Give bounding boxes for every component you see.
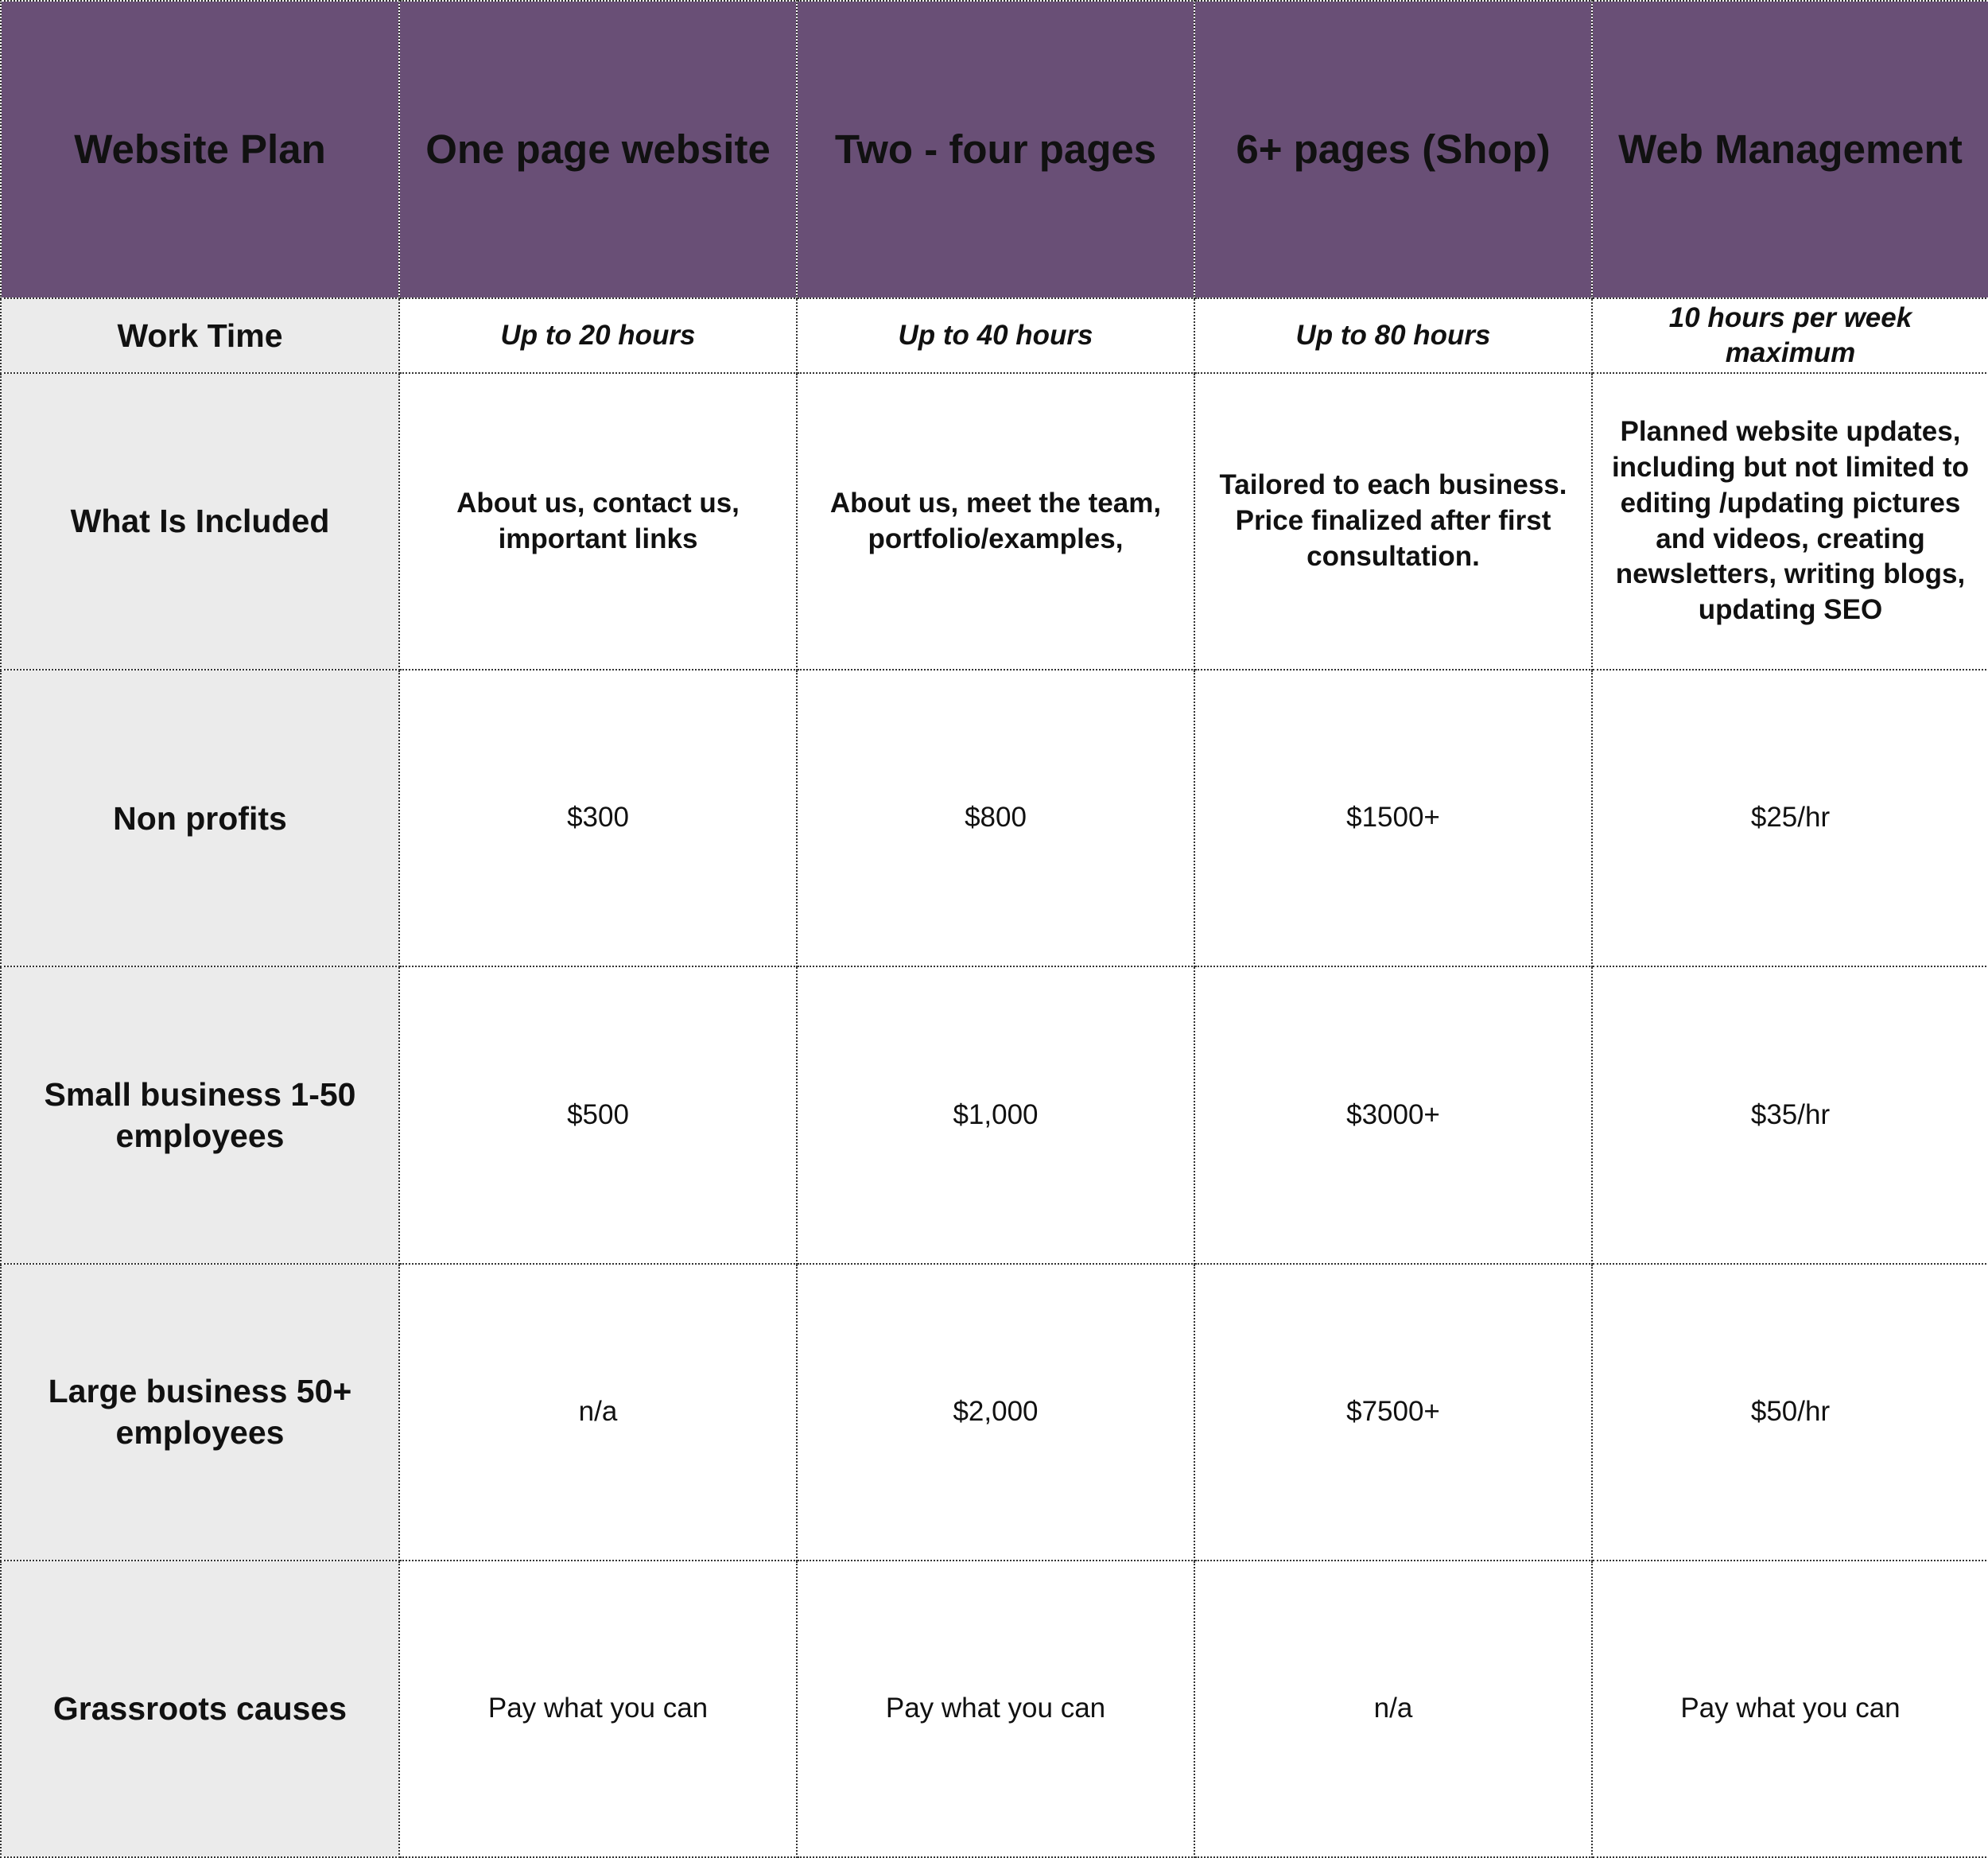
table-cell: Up to 80 hours bbox=[1194, 298, 1592, 373]
table-cell: $7500+ bbox=[1194, 1264, 1592, 1561]
table-cell: 10 hours per week maximum bbox=[1592, 298, 1988, 373]
table-row-what-is-included bbox=[1, 373, 1988, 670]
table-cell: About us, meet the team, portfolio/examples, bbox=[797, 373, 1194, 670]
table-cell: $1,000 bbox=[797, 966, 1194, 1263]
table-row-large-business bbox=[1, 1264, 1988, 1561]
table-cell: Pay what you can bbox=[399, 1561, 797, 1857]
table-cell: Pay what you can bbox=[797, 1561, 1194, 1857]
table-row-grassroots-causes bbox=[1, 1561, 1988, 1857]
table-row-small-business bbox=[1, 966, 1988, 1263]
table-cell: Tailored to each business. Price finalized after first consultation. bbox=[1194, 373, 1592, 670]
table-cell: $2,000 bbox=[797, 1264, 1194, 1561]
table-cell: Planned website updates, including but not limited to editing /updating pictures and videos, creating newsletters, writing blogs, updating SEO bbox=[1592, 373, 1988, 670]
table-row-work-time bbox=[1, 298, 1988, 373]
row-label-large-business: Large business 50+ employees bbox=[1, 1264, 399, 1561]
table-cell: $800 bbox=[797, 670, 1194, 966]
table-row-non-profits bbox=[1, 670, 1988, 966]
table-cell: $1500+ bbox=[1194, 670, 1592, 966]
row-label-non-profits: Non profits bbox=[1, 670, 399, 966]
table-cell: $500 bbox=[399, 966, 797, 1263]
row-label-work-time: Work Time bbox=[1, 298, 399, 373]
header-six-plus-pages: 6+ pages (Shop) bbox=[1194, 1, 1592, 298]
table-cell: Up to 20 hours bbox=[399, 298, 797, 373]
table-cell: Pay what you can bbox=[1592, 1561, 1988, 1857]
row-label-grassroots-causes: Grassroots causes bbox=[1, 1561, 399, 1857]
table-cell: $25/hr bbox=[1592, 670, 1988, 966]
table-cell: $3000+ bbox=[1194, 966, 1592, 1263]
table-cell: $35/hr bbox=[1592, 966, 1988, 1263]
header-website-plan: Website Plan bbox=[1, 1, 399, 298]
header-row bbox=[1, 1, 1988, 298]
table-cell: $300 bbox=[399, 670, 797, 966]
table-cell: About us, contact us, important links bbox=[399, 373, 797, 670]
row-label-small-business: Small business 1-50 employees bbox=[1, 966, 399, 1263]
table-cell: n/a bbox=[1194, 1561, 1592, 1857]
header-one-page-website: One page website bbox=[399, 1, 797, 298]
header-two-four-pages: Two - four pages bbox=[797, 1, 1194, 298]
header-web-management: Web Management bbox=[1592, 1, 1988, 298]
table-cell: $50/hr bbox=[1592, 1264, 1988, 1561]
row-label-what-is-included: What Is Included bbox=[1, 373, 399, 670]
table-cell: n/a bbox=[399, 1264, 797, 1561]
table-cell: Up to 40 hours bbox=[797, 298, 1194, 373]
